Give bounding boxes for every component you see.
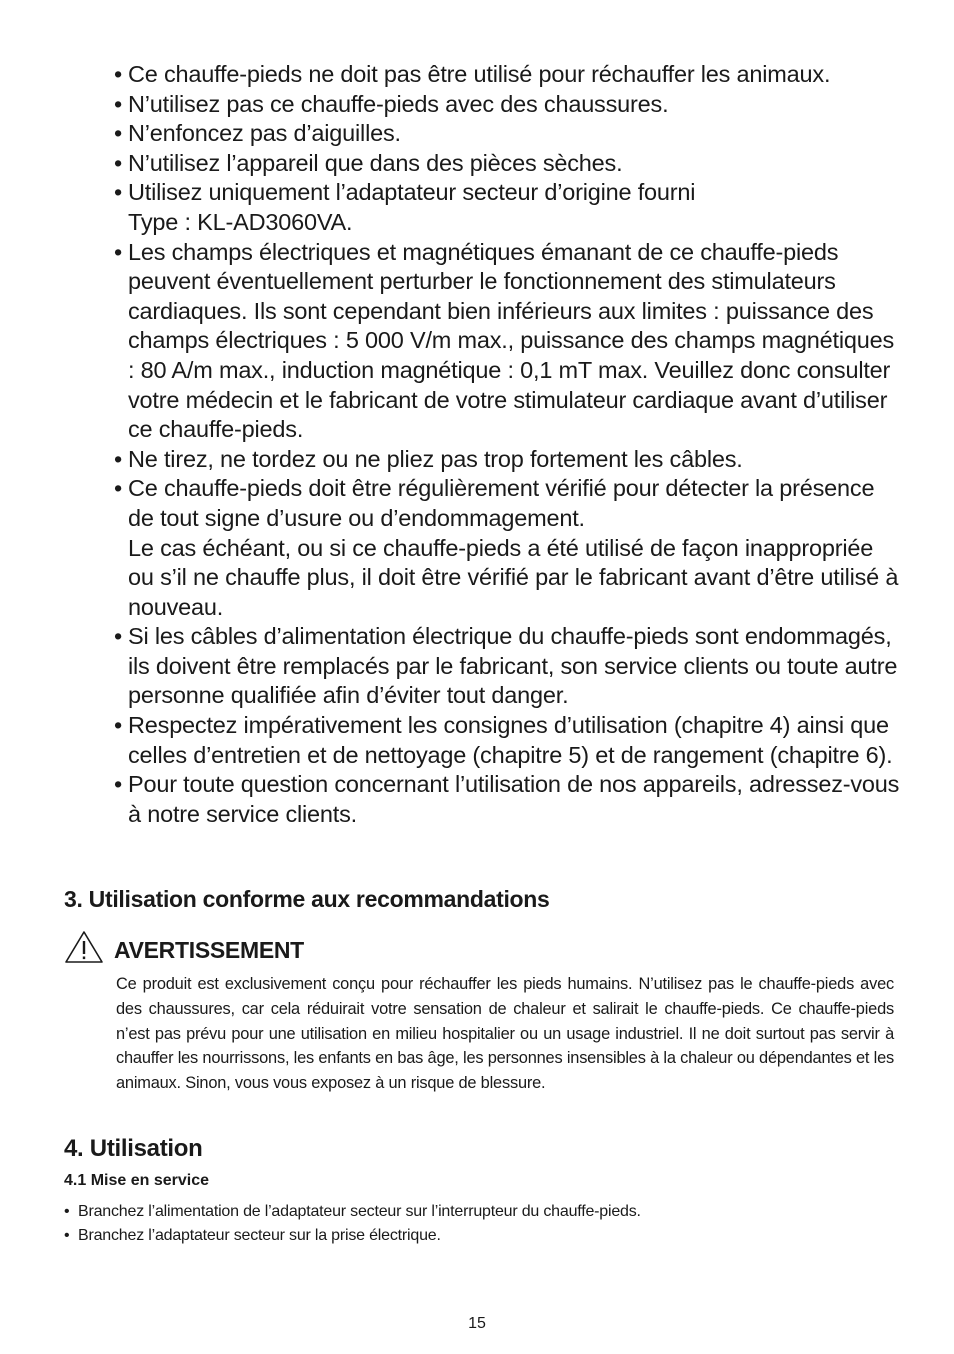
list-item — [114, 770, 904, 829]
list-item-text: • N’utilisez pas ce chauffe-pieds avec des chaussures. — [128, 90, 669, 117]
subsection-title: 4.1 Mise en service — [64, 1172, 209, 1189]
list-item-text: • Respectez impérativement les consignes d’utilisation (chapitre 4) ainsi que celles d’entretien et de nettoyage (chapitre 5) et de rangement (chapitre 6). — [128, 712, 893, 768]
list-item-text: • Ne tirez, ne tordez ou ne pliez pas trop fortement les câbles. — [128, 445, 743, 472]
list-item-text: • Pour toute question concernant l’utilisation de nos appareils, adressez-vous à notre service clients. — [128, 771, 900, 827]
page-number: 15 — [468, 1315, 486, 1332]
warning-header — [64, 928, 894, 964]
list-item — [114, 60, 904, 90]
list-item: • Branchez l’alimentation de l’adaptateur secteur sur l’interrupteur du chauffe-pieds. — [64, 1200, 884, 1224]
list-item — [114, 178, 904, 237]
warning-triangle-icon — [64, 930, 104, 964]
list-item — [114, 90, 904, 120]
safety-instructions-list — [114, 60, 904, 829]
list-item-text: • Si les câbles d’alimentation électrique du chauffe-pieds sont endommagés, ils doivent être remplacés par le fabricant, son service clients ou toute autre personne qualifiée afin d’éviter tout danger. — [128, 623, 898, 709]
section-3-title: 3. Utilisation conforme aux recommandations — [64, 886, 550, 912]
list-item — [114, 474, 904, 622]
list-item: • Branchez l’adaptateur secteur sur la prise électrique. — [64, 1224, 884, 1248]
setup-steps-list — [64, 1200, 884, 1247]
warning-text: Ce produit est exclusivement conçu pour réchauffer les pieds humains. N’utilisez pas le chauffe-pieds avec des chaussures, car cela réduirait votre sensation de chaleur et salirait le chauffe-pieds. Ce chauffe-pieds n’est pas prévu pour une utilisation en milieu hospitalier ou un usage industriel. Il ne doit surtout pas servir à chauffer les nourrissons, les enfants en bas âge, les personnes insensibles à la chaleur ou dépendantes et les animaux. Sinon, vous vous exposez à un risque de blessure. — [116, 975, 894, 1093]
list-item — [114, 711, 904, 770]
list-item — [114, 149, 904, 179]
warning-block — [64, 928, 894, 1096]
list-item-text: • Ce chauffe-pieds ne doit pas être utilisé pour réchauffer les animaux. — [128, 61, 831, 87]
list-item — [114, 119, 904, 149]
list-item-text: • Les champs électriques et magnétiques émanant de ce chauffe-pieds peuvent éventuellement perturber le fonctionnement des stimulateurs cardiaques. Ils sont cependant bien inférieurs aux limites : puissance des champs électriques : 5 000 V/m max., puissance des champs magnétiques : 80 A/m max., induction magnétique : 0,1 mT max. Veuillez donc consulter votre médecin et le fabricant de votre stimulateur cardiaque avant d’utiliser ce chauffe-pieds. — [128, 238, 895, 443]
warning-label: AVERTISSEMENT — [114, 937, 304, 963]
list-item — [114, 238, 904, 445]
list-item-text-continued: Le cas échéant, ou si ce chauffe-pieds a été utilisé de façon inappropriée ou s’il ne chauffe plus, il doit être vérifié par le fabricant avant d’être utilisé à nouveau. — [128, 534, 899, 620]
list-item — [114, 445, 904, 475]
list-item-text: • N’utilisez l’appareil que dans des pièces sèches. — [128, 149, 623, 176]
list-item-text: • Utilisez uniquement l’adaptateur secteur d’origine fourni Type : KL-AD3060VA. — [128, 179, 696, 235]
list-item-text: • Ce chauffe-pieds doit être régulièrement vérifié pour détecter la présence de tout signe d’usure ou d’endommagement. — [128, 475, 875, 531]
list-item — [114, 622, 904, 711]
list-item-text: • N’enfoncez pas d’aiguilles. — [128, 120, 401, 147]
section-4-title: 4. Utilisation — [64, 1135, 203, 1162]
